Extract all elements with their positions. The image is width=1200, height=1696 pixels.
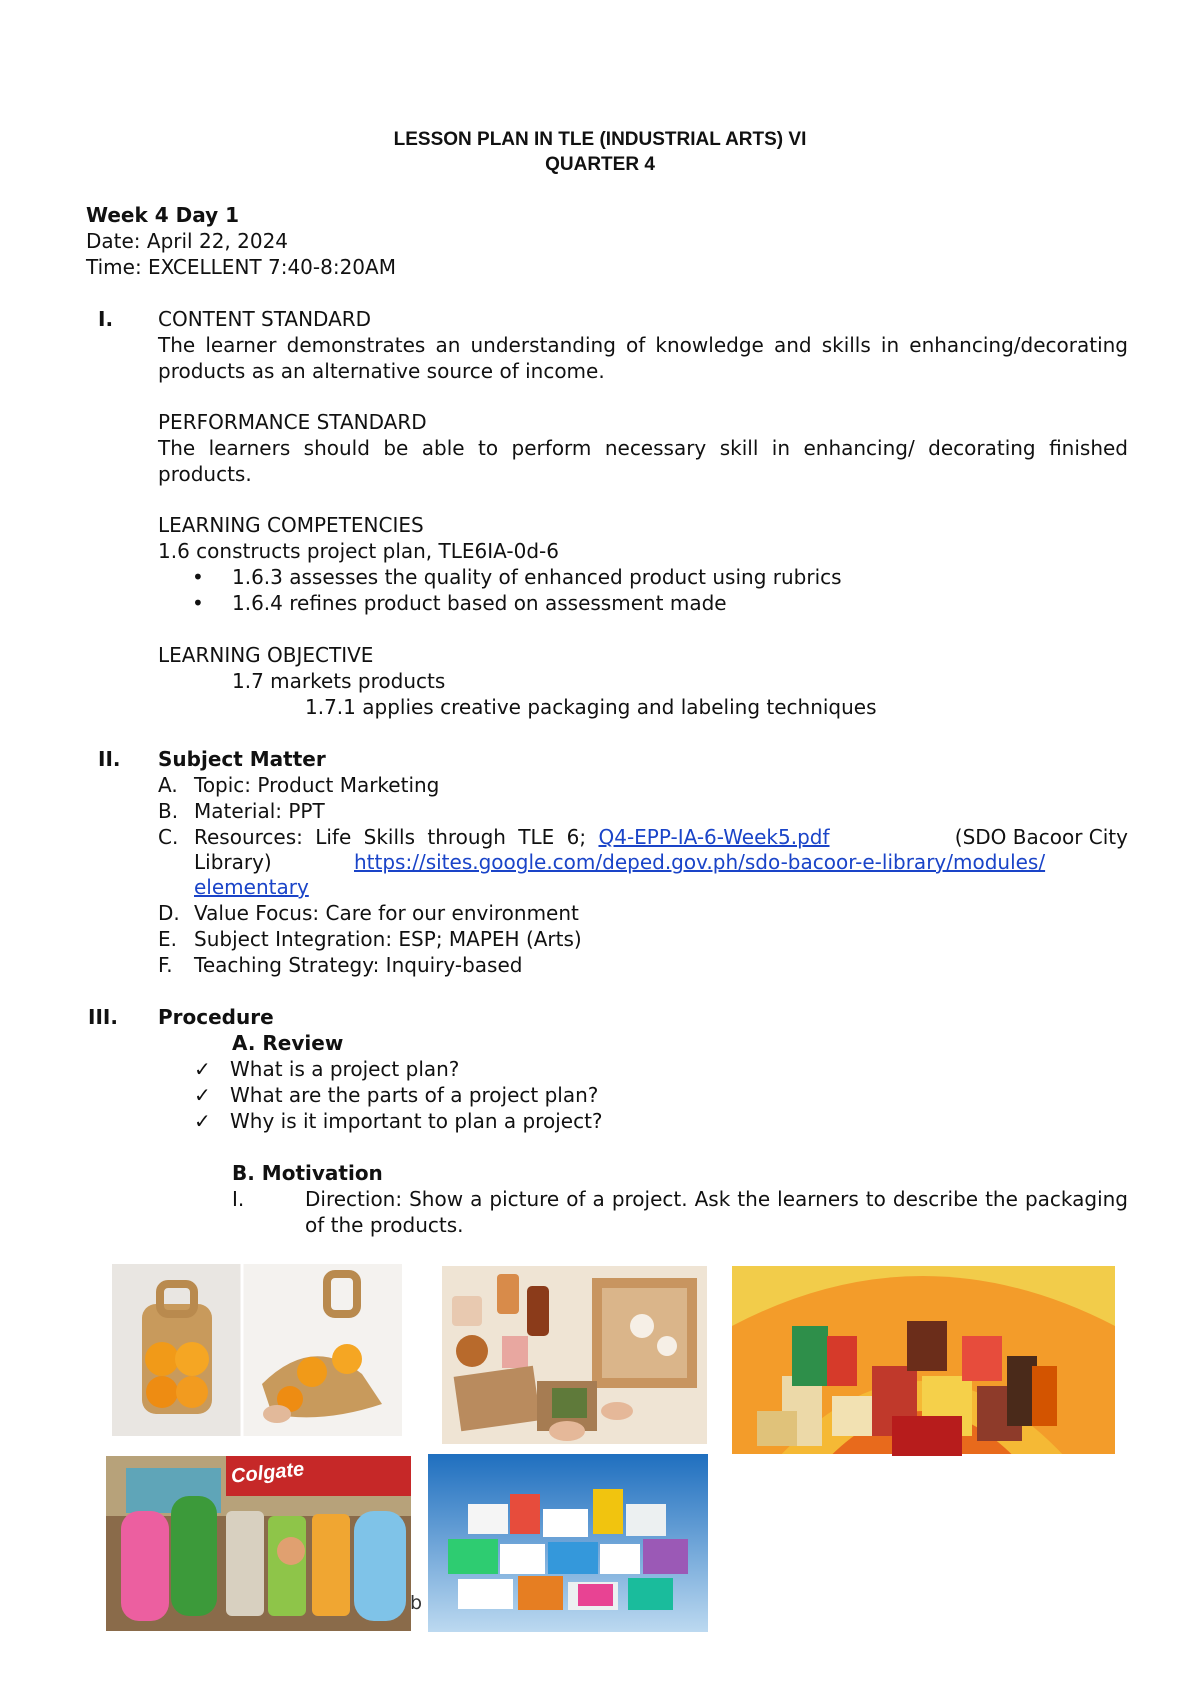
toiletries-photo [106, 1456, 411, 1631]
gift-box-photo [442, 1266, 707, 1444]
text-fragment: b [410, 1592, 423, 1614]
pharmacy-boxes-photo [428, 1454, 708, 1632]
competency-bullet: • 1.6.3 assesses the quality of enhanced product using rubrics [192, 565, 842, 589]
objective-sub: 1.7.1 applies creative packaging and labeling techniques [305, 695, 877, 719]
grocery-products-photo [732, 1266, 1115, 1476]
bullet-icon: • [192, 591, 204, 615]
content-standard-text: The learner demonstrates an understanding of knowledge and skills in enhancing/decorating products as an alternative source of income. [158, 333, 1128, 383]
review-item: ✓ What is a project plan? [194, 1057, 460, 1081]
date-line: Date: April 22, 2024 [86, 229, 289, 253]
motivation-numeral: I. [232, 1187, 245, 1211]
section-1-numeral: I. [98, 307, 114, 331]
performance-standard-heading: PERFORMANCE STANDARD [158, 410, 427, 434]
subject-matter-heading: Subject Matter [158, 747, 326, 771]
subject-item: F. Teaching Strategy: Inquiry-based [158, 953, 523, 977]
learning-competencies-heading: LEARNING COMPETENCIES [158, 513, 424, 537]
check-icon: ✓ [194, 1057, 211, 1081]
orange-packaging-photo [112, 1264, 402, 1436]
subject-item: A. Topic: Product Marketing [158, 773, 440, 797]
week-day-label: Week 4 Day 1 [86, 203, 240, 227]
section-2-numeral: II. [98, 747, 121, 771]
section-3-numeral: III. [88, 1005, 118, 1029]
subject-item: D. Value Focus: Care for our environment [158, 901, 579, 925]
performance-standard-text: The learners should be able to perform necessary skill in enhancing/ decorating finished products. [158, 436, 1128, 486]
bullet-icon: • [192, 565, 204, 589]
colgate-label: Colgate [229, 1458, 306, 1488]
pdf-link[interactable]: Q4-EPP-IA-6-Week5.pdf [598, 825, 830, 849]
library-url-link[interactable]: https://sites.google.com/deped.gov.ph/sdo-bacoor-e-library/modules/ [354, 850, 1046, 874]
competency-main: 1.6 constructs project plan, TLE6IA-0d-6 [158, 539, 559, 563]
learning-objective-heading: LEARNING OBJECTIVE [158, 643, 374, 667]
check-icon: ✓ [194, 1083, 211, 1107]
check-icon: ✓ [194, 1109, 211, 1133]
objective-main: 1.7 markets products [232, 669, 446, 693]
review-heading: A. Review [232, 1031, 344, 1055]
competency-bullet: • 1.6.4 refines product based on assessment made [192, 591, 727, 615]
quarter-label: QUARTER 4 [545, 154, 655, 175]
motivation-heading: B. Motivation [232, 1161, 383, 1185]
motivation-text: Direction: Show a picture of a project. Ask the learners to describe the packaging of the products. [305, 1187, 1128, 1237]
review-item: ✓ What are the parts of a project plan? [194, 1083, 599, 1107]
library-url-link-continued[interactable]: elementary [194, 875, 309, 899]
time-line: Time: EXCELLENT 7:40-8:20AM [86, 255, 396, 279]
document-title: LESSON PLAN IN TLE (INDUSTRIAL ARTS) VI [393, 129, 807, 150]
content-standard-heading: CONTENT STANDARD [158, 307, 372, 331]
procedure-heading: Procedure [158, 1005, 274, 1029]
subject-item: E. Subject Integration: ESP; MAPEH (Arts) [158, 927, 582, 951]
resources-item: C. Resources: Life Skills through TLE 6; Q4-EPP-IA-6-Week5.pdf (SDO Bacoor City [158, 825, 1128, 849]
review-item: ✓ Why is it important to plan a project? [194, 1109, 603, 1133]
subject-item: B. Material: PPT [158, 799, 325, 823]
resources-line-2: Library) [194, 850, 272, 874]
